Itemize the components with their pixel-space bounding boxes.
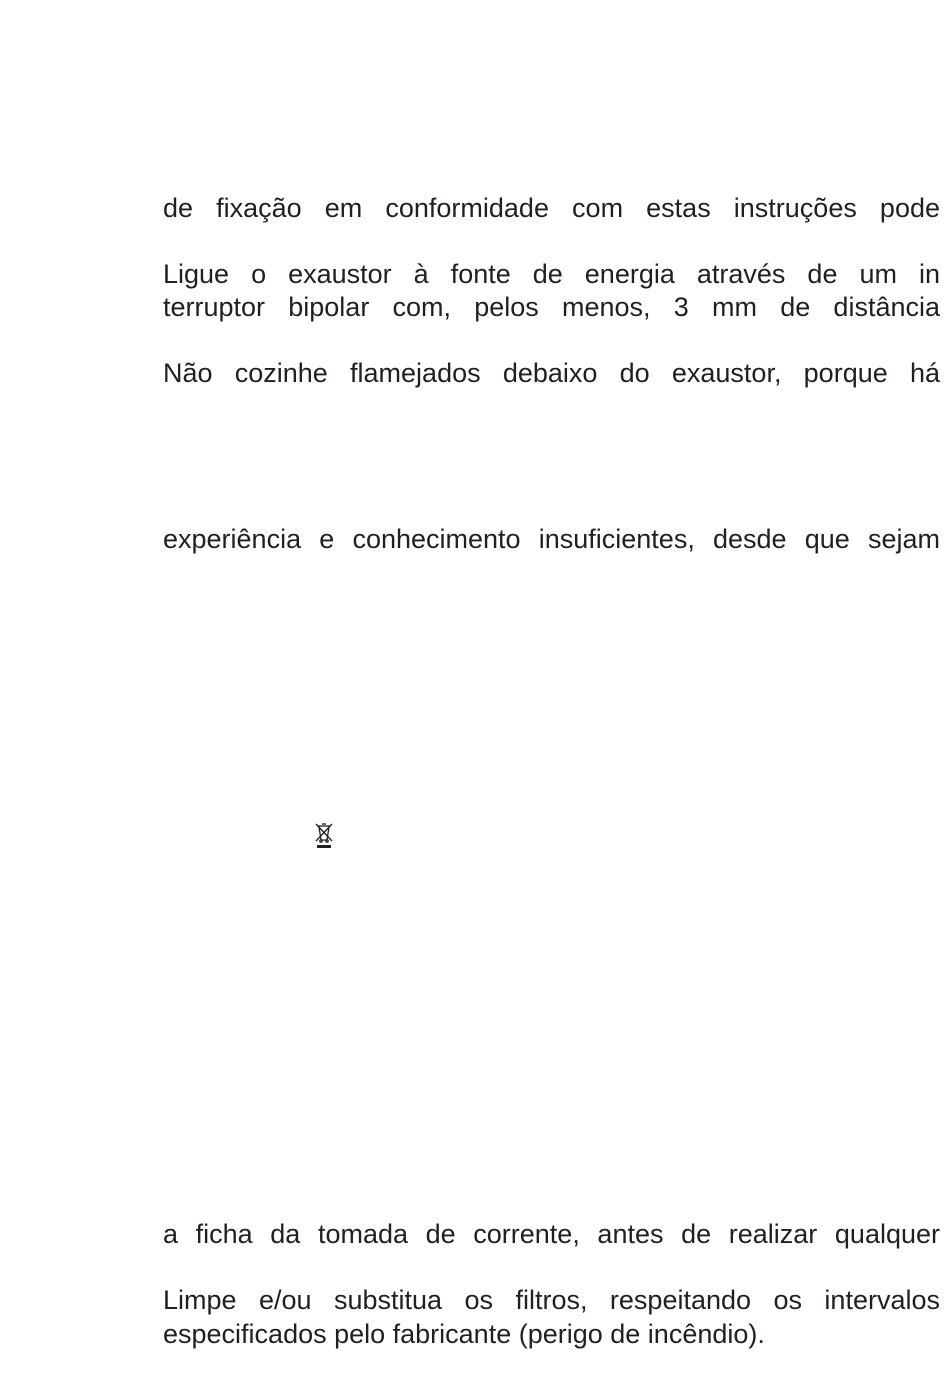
text-line: Limpe e/ou substitua os filtros, respeitando os intervalos <box>163 1285 940 1315</box>
text-line: especificados pelo fabricante (perigo de incêndio). <box>163 1319 765 1349</box>
text-line: de fixação em conformidade com estas instruções pode <box>163 193 940 223</box>
crossed-out-wheeled-bin-icon <box>314 822 334 850</box>
text-line: Ligue o exaustor à fonte de energia através de um in <box>163 259 940 289</box>
text-line: experiência e conhecimento insuficientes, desde que sejam <box>163 524 940 554</box>
text-line: terruptor bipolar com, pelos menos, 3 mm de distância <box>163 292 940 322</box>
text-line: a ficha da tomada de corrente, antes de realizar qualquer <box>163 1219 940 1249</box>
text-line: Não cozinhe flamejados debaixo do exaustor, porque há <box>163 358 940 388</box>
